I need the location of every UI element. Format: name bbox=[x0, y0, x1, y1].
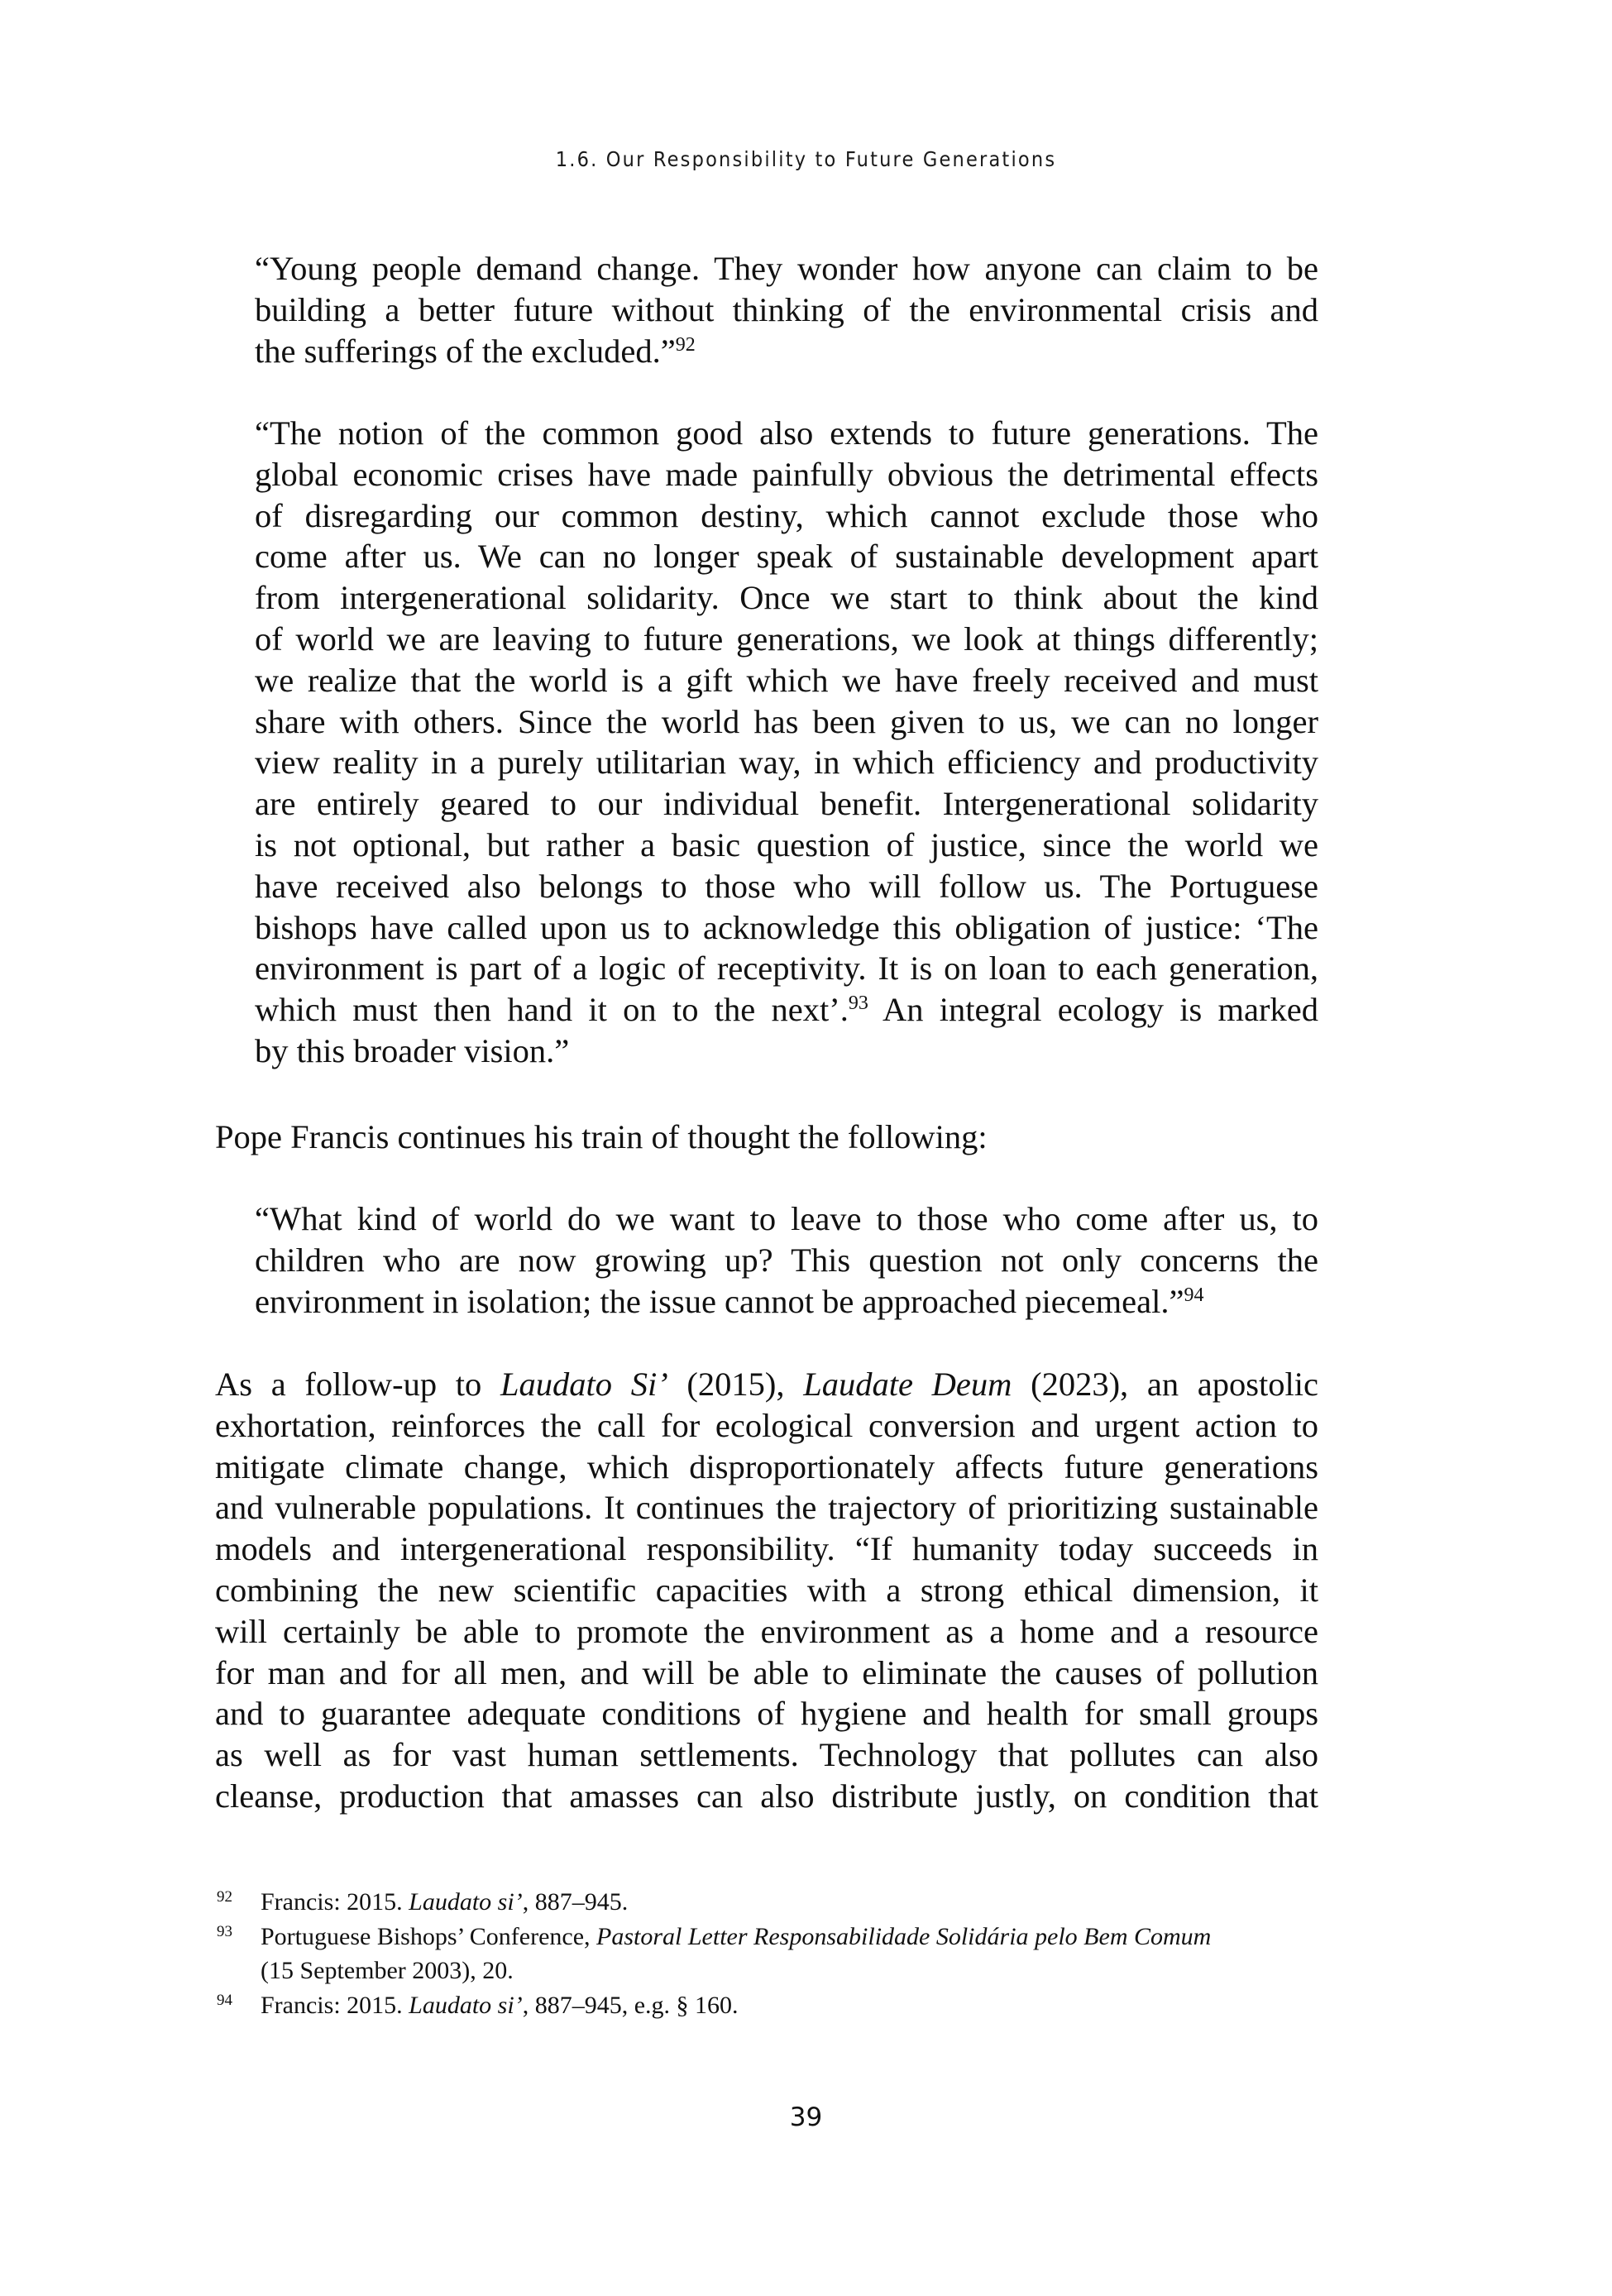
body-line: cleanse, production that amasses can also distribute justly, on condition that bbox=[215, 1777, 1318, 1815]
block-quote-young-people bbox=[255, 248, 1318, 371]
quote-line: “Young people demand change. They wonder how anyone can claim to be bbox=[255, 250, 1318, 287]
block-quote-what-kind-of-world bbox=[255, 1198, 1318, 1322]
body-line: and vulnerable populations. It continues the trajectory of prioritizing sustainable bbox=[215, 1489, 1318, 1527]
quote-line: from intergenerational solidarity. Once we start to think about the kind bbox=[255, 579, 1318, 617]
footnote-number: 93 bbox=[217, 1922, 232, 1940]
quote-line: by this broader vision.” bbox=[255, 1031, 570, 1069]
body-line: combining the new scientific capacities with a strong ethical dimension, it bbox=[215, 1571, 1318, 1609]
body-paragraph-laudate-deum bbox=[215, 1364, 1318, 1817]
body-line: mitigate climate change, which disproportionately affects future generations bbox=[215, 1447, 1318, 1485]
footnote-ref-93[interactable]: 93 bbox=[848, 993, 868, 1015]
footnotes bbox=[215, 1885, 1318, 2022]
footnote-title: Pastoral Letter Responsabilidade Solidária pelo Bem Comum bbox=[596, 1922, 1212, 1950]
body-paragraph-intro bbox=[215, 1117, 1318, 1158]
footnote-text: Francis: 2015. bbox=[261, 1888, 409, 1916]
body-line: for man and for all men, and will be able to eliminate the causes of pollution bbox=[215, 1653, 1318, 1691]
footnote-text: , 887–945. bbox=[522, 1888, 629, 1916]
quote-line: environment is part of a logic of receptivity. It is on loan to each generation, bbox=[255, 949, 1318, 988]
quote-line: is not optional, but rather a basic question of justice, since the world we bbox=[255, 825, 1318, 863]
footnote-number: 92 bbox=[217, 1888, 232, 1906]
quote-line: “The notion of the common good also extends to future generations. The bbox=[255, 414, 1318, 452]
quote-line: of disregarding our common destiny, which cannot exclude those who bbox=[255, 496, 1318, 534]
title-laudate-deum: Laudate Deum bbox=[803, 1366, 1012, 1403]
quote-line: bishops have called upon us to acknowledge this obligation of justice: ‘The bbox=[255, 908, 1318, 946]
footnote-ref-94[interactable]: 94 bbox=[1184, 1284, 1204, 1306]
footnote-94 bbox=[215, 1988, 1318, 2023]
running-head: 1.6. Our Responsibility to Future Generations bbox=[555, 147, 1057, 171]
quote-line: have received also belongs to those who will follow us. The Portuguese bbox=[255, 867, 1318, 905]
quote-line: share with others. Since the world has been given to us, we can no longer bbox=[255, 702, 1318, 740]
body-line: and to guarantee adequate conditions of hygiene and health for small groups bbox=[215, 1695, 1318, 1733]
footnote-text: Portuguese Bishops’ Conference, bbox=[261, 1922, 597, 1950]
footnote-text: Francis: 2015. bbox=[261, 1991, 409, 2019]
body-line: as well as for vast human settlements. Technology that pollutes can also bbox=[215, 1736, 1318, 1774]
body-line: Pope Francis continues his train of thought the following: bbox=[215, 1118, 988, 1155]
footnote-text: (15 September 2003), 20. bbox=[261, 1957, 514, 1984]
quote-line: are entirely geared to our individual benefit. Intergenerational solidarity bbox=[255, 785, 1318, 823]
quote-line: come after us. We can no longer speak of sustainable development apart bbox=[255, 538, 1318, 576]
quote-line: view reality in a purely utilitarian way, in which efficiency and productivity bbox=[255, 744, 1318, 782]
footnote-92 bbox=[215, 1885, 1318, 1920]
quote-line: the sufferings of the excluded.”$^{92}$ bbox=[255, 332, 696, 370]
quote-line: we realize that the world is a gift which we have freely received and must bbox=[255, 661, 1318, 699]
page-number: 39 bbox=[789, 2102, 823, 2132]
quote-line: global economic crises have made painfully obvious the detrimental effects bbox=[255, 455, 1318, 493]
title-laudato-si: Laudato Si’ bbox=[500, 1366, 668, 1403]
footnote-title: Laudato si’ bbox=[409, 1888, 523, 1916]
quote-line: building a better future without thinking of the environmental crisis and bbox=[255, 290, 1318, 328]
body-line: As a follow-up to Laudato Si’ (2015), Laudate Deum (2023), an apostolic bbox=[215, 1366, 1319, 1403]
body-line: exhortation, reinforces the call for ecological conversion and urgent action to bbox=[215, 1406, 1318, 1444]
quote-line: “What kind of world do we want to leave to those who come after us, to bbox=[255, 1200, 1318, 1237]
footnote-93 bbox=[215, 1920, 1318, 1988]
footnote-title: Laudato si’ bbox=[409, 1991, 523, 2019]
quote-line: which must then hand it on to the next’.$^{93}$ An integral ecology is marked bbox=[255, 991, 1318, 1029]
footnote-text: , 887–945, e.g. § 160. bbox=[522, 1991, 739, 2019]
quote-line: of world we are leaving to future generations, we look at things differently; bbox=[255, 619, 1318, 658]
footnote-ref-92[interactable]: 92 bbox=[675, 333, 696, 356]
quote-line: environment in isolation; the issue cannot be approached piecemeal.”$^{94}$ bbox=[255, 1282, 1204, 1320]
footnote-number: 94 bbox=[217, 1991, 232, 2009]
body-line: will certainly be able to promote the environment as a home and a resource bbox=[215, 1612, 1318, 1650]
quote-line: children who are now growing up? This question not only concerns the bbox=[255, 1241, 1318, 1279]
block-quote-common-good bbox=[255, 413, 1318, 1072]
body-line: models and intergenerational responsibility. “If humanity today succeeds in bbox=[215, 1530, 1318, 1568]
